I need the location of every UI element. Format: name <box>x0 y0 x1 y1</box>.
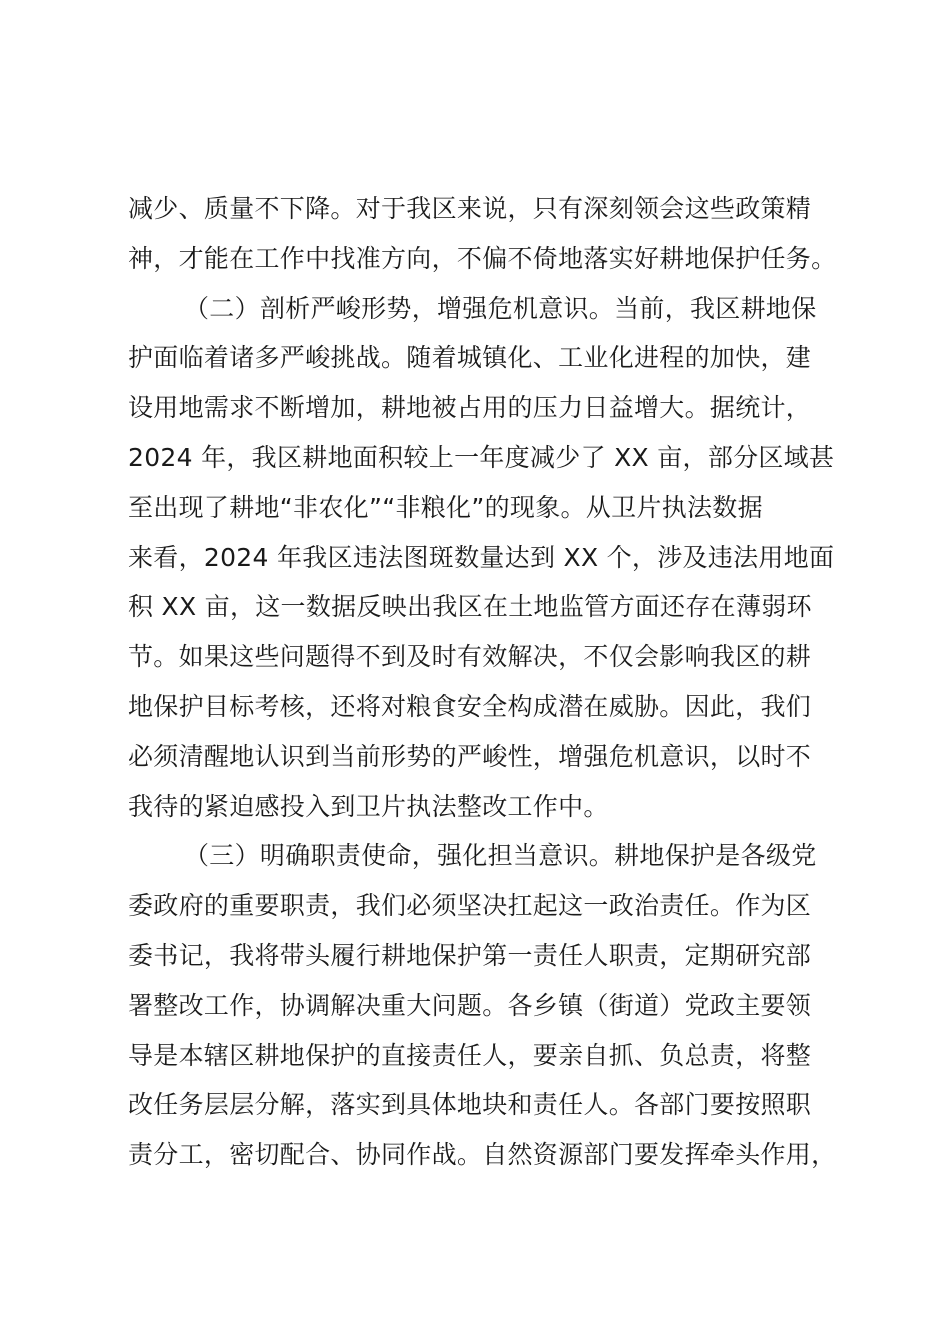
text-line: 责分工，密切配合、协同作战。自然资源部门要发挥牵头作用， <box>128 1140 837 1170</box>
text-line: 至出现了耕地“非农化”“非粮化”的现象。从卫片执法数据 <box>128 492 763 522</box>
text-line: 来看，2024 年我区违法图斑数量达到 XX 个，涉及违法用地面 <box>128 542 835 572</box>
text-line: 改任务层层分解，落实到具体地块和责任人。各部门要按照职 <box>128 1090 812 1120</box>
text-line: 设用地需求不断增加，耕地被占用的压力日益增大。据统计， <box>128 393 812 423</box>
text-line: 我待的紧迫感投入到卫片执法整改工作中。 <box>128 791 609 821</box>
text-line: 神，才能在工作中找准方向，不偏不倚地落实好耕地保护任务。 <box>128 243 837 273</box>
text-line: 减少、质量不下降。对于我区来说，只有深刻领会这些政策精 <box>128 194 812 223</box>
text-line: 委书记，我将带头履行耕地保护第一责任人职责，定期研究部 <box>128 940 812 970</box>
text-line: 节。如果这些问题得不到及时有效解决，不仅会影响我区的耕 <box>128 642 812 672</box>
text-line: 积 XX 亩，这一数据反映出我区在土地监管方面还存在薄弱环 <box>128 592 812 622</box>
paragraph-start-line: （三）明确职责使命，强化担当意识。耕地保护是各级党 <box>184 841 817 871</box>
text-line: 导是本辖区耕地保护的直接责任人，要亲自抓、负总责，将整 <box>128 1040 812 1070</box>
text-line: 2024 年，我区耕地面积较上一年度减少了 XX 亩，部分区域甚 <box>128 442 835 472</box>
text-line: 护面临着诸多严峻挑战。随着城镇化、工业化进程的加快，建 <box>128 343 812 373</box>
text-line: 署整改工作，协调解决重大问题。各乡镇（街道）党政主要领 <box>128 990 812 1020</box>
text-line: 必须清醒地认识到当前形势的严峻性，增强危机意识，以时不 <box>128 741 812 771</box>
text-line: 地保护目标考核，还将对粮食安全构成潜在威胁。因此，我们 <box>128 691 812 721</box>
text-line: 委政府的重要职责，我们必须坚决扛起这一政治责任。作为区 <box>128 891 812 921</box>
paragraph-start-line: （二）剖析严峻形势，增强危机意识。当前，我区耕地保 <box>184 293 817 323</box>
body-text <box>128 184 858 1180</box>
